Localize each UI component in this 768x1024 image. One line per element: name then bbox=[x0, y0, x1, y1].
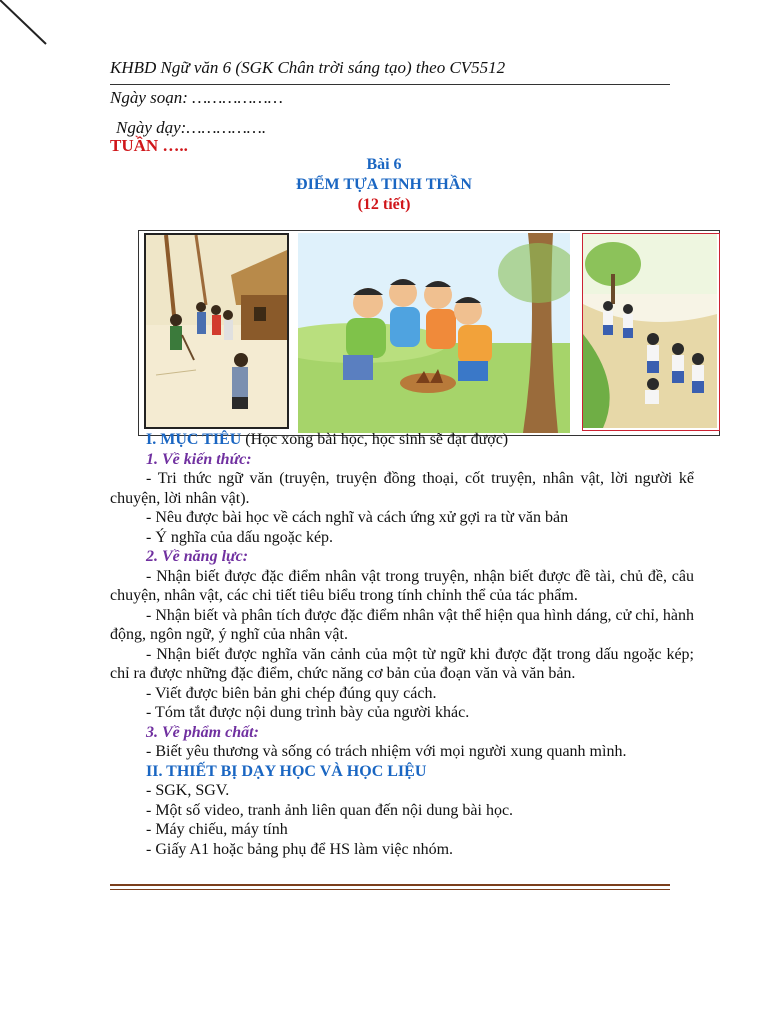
objectives-note: (Học xong bài học, học sinh sẽ đạt được) bbox=[241, 431, 509, 448]
children-playing-village-icon bbox=[146, 235, 287, 427]
illustration-village-children bbox=[144, 233, 289, 429]
equipment-title: II. THIẾT BỊ DẠY HỌC VÀ HỌC LIỆU bbox=[146, 762, 427, 780]
qualities-heading: 3. Về phẩm chất: bbox=[146, 723, 259, 741]
competence-heading: 2. Về năng lực: bbox=[146, 548, 249, 565]
objectives-title: I. MỤC TIÊU bbox=[146, 431, 242, 448]
knowledge-item: - Ý nghĩa của dấu ngoặc kép. bbox=[146, 528, 334, 546]
equipment-item: - Giấy A1 hoặc bảng phụ để HS làm việc nhóm. bbox=[146, 840, 454, 858]
lesson-number: Bài 6 bbox=[366, 156, 402, 173]
teach-date: Ngày dạy:……………. bbox=[116, 118, 267, 137]
children-crouching-fire-icon bbox=[298, 233, 570, 433]
header-title: KHBD Ngữ văn 6 (SGK Chân trời sáng tạo) theo CV5512 bbox=[110, 58, 506, 77]
lesson-hours: (12 tiết) bbox=[357, 196, 411, 213]
lesson-content bbox=[110, 430, 694, 859]
knowledge-item: - Nêu được bài học về cách nghĩ và cách ứng xử gợi ra từ văn bản bbox=[146, 509, 569, 526]
knowledge-item: - Tri thức ngữ văn (truyện, truyện đồng thoại, cốt truyện, nhân vật, lời người kể chuyện, lời nhân vật). bbox=[110, 470, 694, 507]
equipment-item: - SGK, SGV. bbox=[146, 782, 230, 799]
students-walking-path-icon bbox=[583, 234, 717, 428]
lesson-title: ĐIỂM TỰA TINH THẦN bbox=[296, 176, 472, 193]
week-label: TUẦN ….. bbox=[110, 136, 188, 155]
header-rule bbox=[110, 84, 670, 85]
corner-line bbox=[0, 0, 60, 60]
knowledge-heading: 1. Về kiến thức: bbox=[146, 450, 252, 468]
competence-item: - Nhận biết và phân tích được đặc điểm nhân vật thể hiện qua hình dáng, cử chỉ, hành động, ngôn ngữ, ý nghĩ của nhân vật. bbox=[110, 606, 694, 643]
illustration-students-path bbox=[582, 233, 720, 431]
competence-item: - Viết được biên bản ghi chép đúng quy cách. bbox=[146, 684, 437, 702]
equipment-item: - Máy chiếu, máy tính bbox=[146, 821, 288, 838]
illustration-kids-around-fire bbox=[298, 233, 570, 433]
prep-date: Ngày soạn: ……………… bbox=[110, 88, 283, 107]
bottom-rule bbox=[110, 884, 670, 890]
competence-item: - Nhận biết được đặc điểm nhân vật trong truyện, nhận biết được đề tài, chủ đề, câu chuyện, nhân vật, các chi tiết tiêu biểu trong tính chỉnh thể của tác phẩm. bbox=[110, 567, 694, 604]
competence-item: - Nhận biết được nghĩa văn cảnh của một từ ngữ khi được đặt trong dấu ngoặc kép; chỉ ra được những đặc điểm, chức năng cơ bản của đoạn văn và văn bản. bbox=[110, 645, 694, 682]
competence-item: - Tóm tắt được nội dung trình bày của người khác. bbox=[146, 704, 470, 721]
qualities-item: - Biết yêu thương và sống có trách nhiệm với mọi người xung quanh mình. bbox=[146, 743, 627, 760]
equipment-item: - Một số video, tranh ảnh liên quan đến nội dung bài học. bbox=[146, 801, 514, 819]
objectives-heading bbox=[110, 430, 694, 450]
